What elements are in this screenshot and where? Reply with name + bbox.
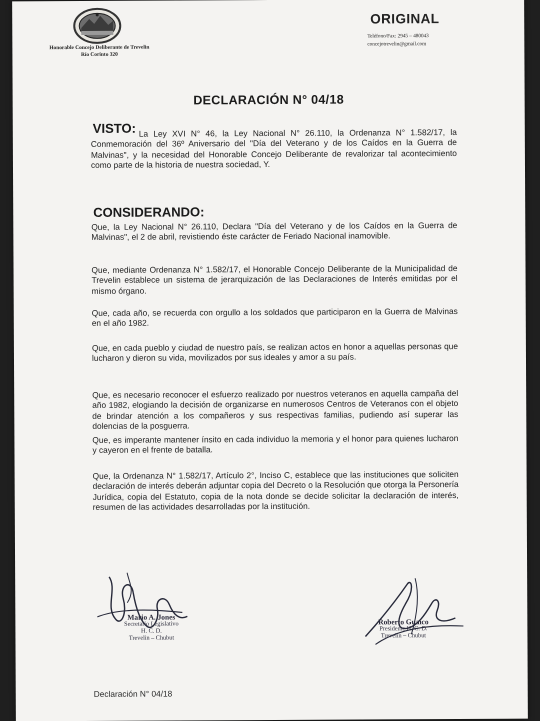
council-address-line: Río Corinto 320 [80, 51, 118, 58]
right-signer-place: Trevelin – Chubut [380, 632, 427, 640]
original-stamp: ORIGINAL [370, 11, 440, 27]
considerando-heading: CONSIDERANDO: [93, 204, 205, 220]
footer-declaration-number: Declaración N° 04/18 [93, 688, 173, 699]
visto-heading: VISTO: [92, 120, 136, 136]
considerando-paragraph: Que, cada año, se recuerda con orgullo a los soldados que participaron en la Guerra de Malvinas en el año 1982. [91, 306, 458, 329]
right-signer-role: Presidente H. C. D. [379, 625, 428, 633]
visto-paragraph: La Ley XVI N° 46, la Ley Nacional N° 26.110, la Ordenanza N° 1.582/17, la Conmemoración del 36º Aniversario del "Día del Veterano y de los Caídos en la Guerra de Malvinas", y la necesidad del Honorable Concejo Deliberante de revalorizar tal acontecimiento como parte de la historia de nuestra sociedad, Y. [90, 127, 457, 171]
considerando-paragraph: Que, la Ley Nacional N° 26.110, Declara "Día del Veterano y de los Caídos en la Guerra de Malvinas", el 2 de abril, revistiendo éste carácter de Feriado Nacional inamovible. [91, 220, 458, 243]
document-title: DECLARACIÓN N° 04/18 [193, 92, 344, 108]
considerando-paragraph: Que, mediante Ordenanza N° 1.582/17, el Honorable Concejo Deliberante de la Municipalidad de Trevelin establece un sistema de jerarquización de las Declaraciones de Interés emitidas por el mismo órgano. [91, 263, 458, 296]
council-emblem-logo [72, 7, 122, 45]
considerando-paragraph: Que, en cada pueblo y ciudad de nuestro país, se realizan actos en honor a aquellas personas que lucharon y dieron su vida, movilizados por sus ideales y amor a su país. [91, 341, 458, 364]
right-signer-name: Roberto Guaico [378, 617, 429, 627]
right-signature-block [351, 618, 455, 640]
council-name [34, 45, 164, 60]
left-signature-block [101, 613, 201, 642]
contact-info [367, 32, 497, 49]
left-signer-org: H. C. D. [140, 627, 162, 635]
document-page [12, 0, 528, 721]
considerando-paragraph: Que, es necesario reconocer el esfuerzo realizado por nuestros veteranos en aquella campaña del año 1982, elogiando la decisión de organizarse en numerosos Centros de Veteranos con el objeto de brindar atención a los compañeros y sus respectivas familias, pudiendo así superar las dolencias de la posguerra. [92, 388, 459, 432]
left-signer-role: Secretario Legislativo [124, 620, 179, 628]
considerando-paragraph: Que, es imperante mantener ínsito en cada individuo la memoria y el honor para quienes lucharon y cayeron en el frente de batalla. [92, 433, 459, 456]
considerando-paragraph: Que, la Ordenanza N° 1.582/17, Artículo 2°, Inciso C, establece que las instituciones que soliciten declaración de interés deberán adjuntar copia del Decreto o la Resolución que otorga la Personería Jurídica, copia del Estatuto, copia de la nota donde se decide solicitar la declaración de interés, resumen de las actividades desarrolladas por la institución. [92, 469, 459, 513]
right-signature-scribble [345, 574, 475, 655]
left-signer-name: Mario A. Jones [127, 612, 176, 622]
email-text: concejotrevelin@gmail.com [367, 41, 427, 48]
phone-text: Teléfono/Fax: 2945 – 480043 [367, 33, 429, 40]
council-name-line: Honorable Concejo Deliberante de Trevelin [49, 44, 150, 52]
left-signer-place: Trevelin – Chubut [128, 634, 175, 642]
